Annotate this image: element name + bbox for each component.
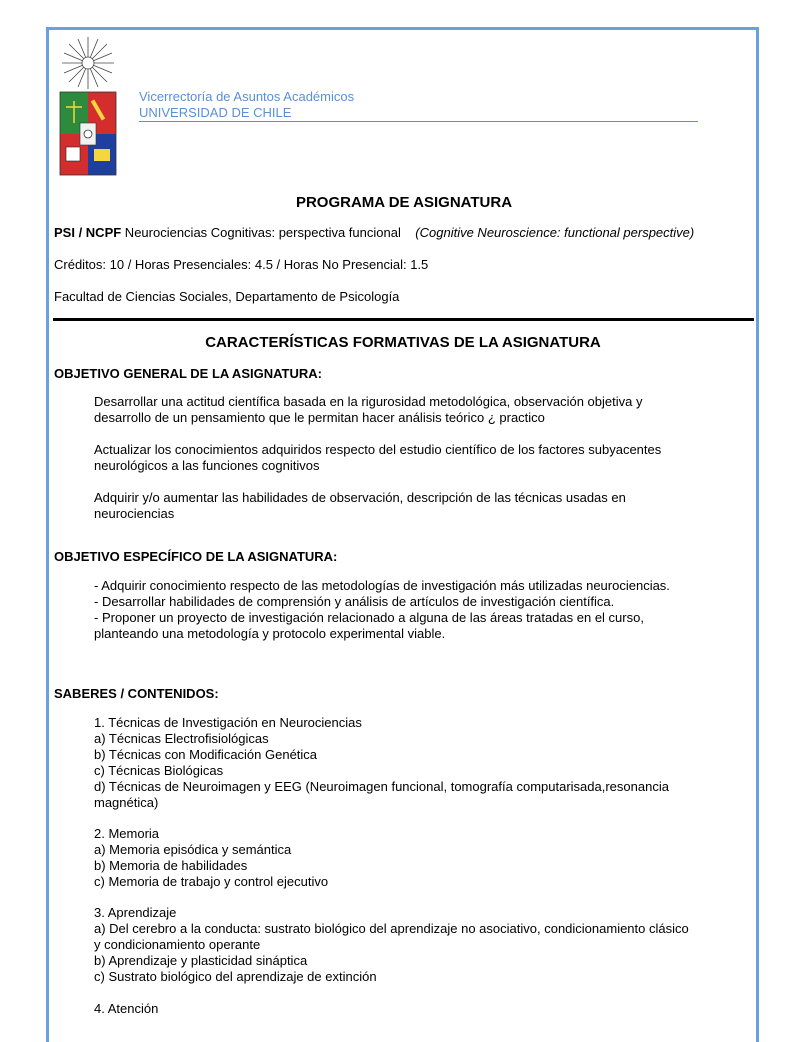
university-crest-logo bbox=[58, 35, 118, 177]
list-item: d) Técnicas de Neuroimagen y EEG (Neuroimagen funcional, tomografía computarisada,resonancia bbox=[94, 779, 669, 794]
section-title: CARACTERÍSTICAS FORMATIVAS DE LA ASIGNATURA bbox=[205, 334, 601, 351]
header-text bbox=[139, 89, 354, 121]
list-item: 2. Memoria bbox=[94, 826, 160, 841]
header-divider bbox=[139, 121, 698, 122]
credits-line: Créditos: 10 / Horas Presenciales: 4.5 / Horas No Presencial: 1.5 bbox=[54, 257, 429, 272]
general-objective-heading: OBJETIVO GENERAL DE LA ASIGNATURA: bbox=[54, 366, 322, 381]
list-item: y condicionamiento operante bbox=[94, 937, 261, 952]
list-item: - Adquirir conocimiento respecto de las metodologías de investigación más utilizadas neurociencias. bbox=[94, 578, 670, 593]
list-item: magnética) bbox=[94, 795, 159, 810]
specific-objective-heading: OBJETIVO ESPECÍFICO DE LA ASIGNATURA: bbox=[54, 549, 338, 564]
university-name: UNIVERSIDAD DE CHILE bbox=[139, 105, 292, 120]
course-code: PSI / NCPF bbox=[54, 225, 122, 240]
list-item: 3. Aprendizaje bbox=[94, 905, 177, 920]
list-item: c) Técnicas Biológicas bbox=[94, 763, 224, 778]
general-objective-paragraph: Adquirir y/o aumentar las habilidades de observación, descripción de las técnicas usadas en neurociencias bbox=[94, 490, 626, 521]
list-item: a) Del cerebro a la conducta: sustrato biológico del aprendizaje no asociativo, condicionamiento clásico bbox=[94, 921, 689, 936]
contents-block bbox=[94, 905, 724, 985]
list-item: b) Memoria de habilidades bbox=[94, 858, 248, 873]
course-english-name: (Cognitive Neuroscience: functional perspective) bbox=[415, 225, 695, 240]
list-item: a) Técnicas Electrofisiológicas bbox=[94, 731, 269, 746]
office-name: Vicerrectoría de Asuntos Académicos bbox=[139, 89, 355, 104]
contents-block bbox=[94, 715, 724, 811]
list-item: - Proponer un proyecto de investigación relacionado a alguna de las áreas tratadas en el curso, bbox=[94, 610, 644, 625]
list-item: 1. Técnicas de Investigación en Neurociencias bbox=[94, 715, 362, 730]
faculty-line: Facultad de Ciencias Sociales, Departamento de Psicología bbox=[54, 289, 400, 304]
list-item: b) Técnicas con Modificación Genética bbox=[94, 747, 318, 762]
list-item: b) Aprendizaje y plasticidad sináptica bbox=[94, 953, 308, 968]
general-objective-paragraph: Desarrollar una actitud científica basada en la rigurosidad metodológica, observación objetiva y desarrollo de un pensamiento que le permitan hacer análisis teórico ¿ practico bbox=[94, 394, 643, 425]
specific-objective-list bbox=[94, 578, 724, 642]
general-objective-paragraph: Actualizar los conocimientos adquiridos respecto del estudio científico de los factores subyacentes neurológicos a las funciones cognitivos bbox=[94, 442, 662, 473]
contents-heading: SABERES / CONTENIDOS: bbox=[54, 686, 219, 701]
list-item: c) Memoria de trabajo y control ejecutivo bbox=[94, 874, 329, 889]
page-title: PROGRAMA DE ASIGNATURA bbox=[295, 194, 513, 211]
list-item: a) Memoria episódica y semántica bbox=[94, 842, 292, 857]
list-item: c) Sustrato biológico del aprendizaje de extinción bbox=[94, 969, 377, 984]
list-item: planteando una metodología y protocolo experimental viable. bbox=[94, 626, 446, 641]
course-name: Neurociencias Cognitivas: perspectiva funcional bbox=[121, 225, 401, 240]
course-line bbox=[54, 225, 694, 240]
contents-block bbox=[94, 1001, 724, 1017]
section-divider bbox=[53, 318, 754, 321]
list-item: - Desarrollar habilidades de comprensión y análisis de artículos de investigación científica. bbox=[94, 594, 615, 609]
list-item: 4. Atención bbox=[94, 1001, 159, 1016]
contents-block bbox=[94, 826, 724, 890]
